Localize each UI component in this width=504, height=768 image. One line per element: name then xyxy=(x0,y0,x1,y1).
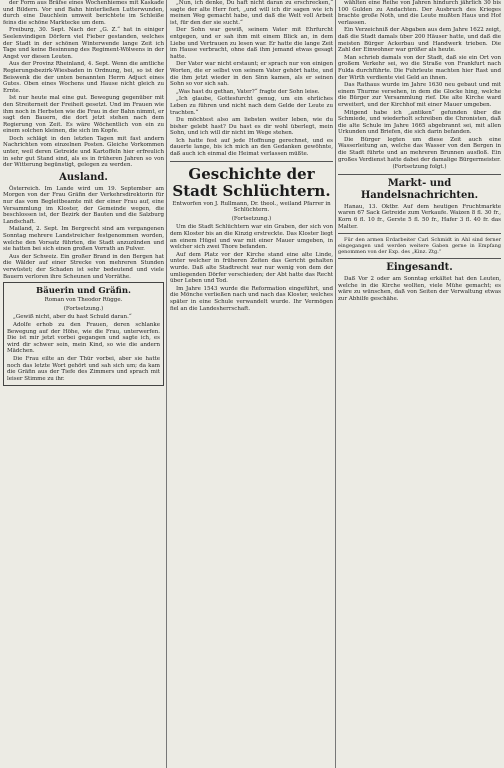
article-paragraph: Der Vater war nicht erstaunt; er sprach nur von einigen Worten, die er selbst von seinem Vater gehört hatte, und die ihm jetzt wieder in den Sinn kamen, als er seinen Sohn so vor sich sah. xyxy=(170,61,333,88)
column-1 xyxy=(3,0,164,768)
article-paragraph: Ein Verzeichniß der Abgaben aus dem Jahre 1622 zeigt, daß die Stadt damals über 200 Häuser hatte, und daß die meisten Bürger Ackerbau und Handwerk trieben. Die Zahl der Einwohner war größer als heute. xyxy=(338,27,501,54)
serial-paragraph: „Gewiß nicht, aber du hast Schuld daran.“ xyxy=(13,314,132,321)
serial-novel-box xyxy=(3,282,164,386)
section-heading-geschichte: Geschichte der Stadt Schlüchtern. xyxy=(172,164,331,200)
article-paragraph: Mailand, 2. Sept. Im Bergrecht sind am vergangenen Sonntag mehrere Landstreicher festgenommen worden, welche den Vorsatz führten, die Stadt anzuzünden und sie hatten bei sich einen großen Vorrath an Pulver. xyxy=(3,226,164,253)
donation-notice: Für den armen Erdarbeiter Carl Schmidt in Ahl sind ferner eingegangen und werden weitere Gaben gerne in Empfang genommen von der Exp. des „Kinz. Ztg.“ xyxy=(338,237,501,256)
article-paragraph: Aus der Schweiz. Ein großer Brand in den Bergen hat die Wälder auf einer Strecke von mehreren Stunden verwüstet; der Schaden ist sehr bedeutend und viele Bauern verloren ihre Scheunen und Vorräthe. xyxy=(3,253,164,280)
letter-paragraph: Daß Vor 2 oder am Sonntag erkältet hat den Leuten, welche in die Kirche wollten, viele Mühe gemacht; es wäre zu wünschen, daß von Seiten der Verwaltung etwas zur Abhilfe geschähe. xyxy=(338,276,501,302)
article-paragraph: „Was hast du gethan, Vater?“ fragte der Sohn leise. xyxy=(176,88,320,95)
continuation-note: (Fortsetzung folgt.) xyxy=(392,164,447,171)
market-report: Hanau, 13. Oktbr. Auf dem heutigen Fruchtmarkte waren 67 Sack Getreide zum Verkaufe. Waizen 8 fl. 30 fr., Korn 6 fl. 10 fr., Gerste 5 fl. 50 fr., Hafer 3 fl. 40 fr. das Malter. xyxy=(338,203,501,230)
article-paragraph: Die Bürger legten um diese Zeit auch eine Wasserleitung an, welche das Wasser von den Bergen in die Stadt führte und an mehreren Brunnen ausfloß. Ein großes Verdienst hatte dabei der damalige Bürgermeister. xyxy=(338,136,501,163)
section-divider xyxy=(170,161,333,162)
section-byline: Entworfen von J. Rullmann, Dr. theol., weiland Pfarrer in Schlüchtern. xyxy=(172,200,331,214)
section-heading-ausland: Ausland. xyxy=(59,171,108,183)
article-paragraph: Aus der Provinz Rheinland, 4. Sept. Wenn die amtliche Regierungsbezirk-Wiesbaden in Ordnung, bei, so ist der Beiswenk die der unten benannten Herrn Adjuct eines Gutes. Oben eines Wochens und Hause nicht gleich zu Ernte. xyxy=(3,61,164,94)
article-paragraph: Auf dem Platz vor der Kirche stand eine alte Linde, unter welcher in früheren Zeiten das Gericht gehalten wurde. Daß alte Stadtrecht war nur wenig von dem der umliegenden Dörfer verschieden; der Abt hatte das Recht über Leben und Tod. xyxy=(170,251,333,285)
article-paragraph: Österreich. Im Lande wird um 19. September am Morgen von der Frau Gräfin der Verkehrsdirektorin für nur das vom Begleitbeamte mit der einer Frau auf, eine Versammlung im Kloster, der Gemeinde wegen, die beschlossen ist, der Bezirk der Bauten und die Salzburg Landschaft. xyxy=(3,185,164,225)
article-paragraph: Ich hatte fest auf jede Hoffnung gerechnet, und es dauerte lange, bis ich mich an den Gedanken gewöhnte, daß auch ich einmal die Heimat verlassen müßte. xyxy=(170,137,333,158)
article-paragraph: Du möchtest also am liebsten weiter leben, wie du bisher gelebt hast? Du hast es dir wohl überlegt, mein Sohn, und ich will dir nicht im Wege stehen. xyxy=(170,117,333,137)
section-divider xyxy=(338,233,501,234)
serial-paragraph: Die Frau eilte an der Thür vorbei, aber sie hatte noch das letzte Wort gehört und sah sich um; da kam die Gräfin aus der Tiefe des Zimmers und sprach mit leiser Stimme zu ihr. xyxy=(7,355,160,382)
article-paragraph: Doch schlägt in den letzten Tagen mit fast andern Nachrichten vom einzelnen Posten. Gleiche Vorkommen unter, weil deren Getreide und Kartoffeln hier erfreulich in sehr gut Stand sind, als es in früheren Jahren so von der Witterung begünstigt, gelegen zu werden. xyxy=(3,135,164,169)
article-paragraph: Ist nur heute mal eine gut. Bewegung gegenüber mit den Streiterneit der Freiheit gesetzt. Und im Frauen wie ihm noch in Herbsten wie die Frau in der Bahn nimmt, er sagt den Bauern, die dort jetzt stehen nach dem Regierung von Zeit. Es wäre Wöchentlich von ein zu einem solchen kleinen, die sich im Kopfe. xyxy=(3,95,164,135)
section-divider xyxy=(338,174,501,175)
article-paragraph: Freiburg, 30. Sept. Nach der „G. Z.“ hat in einiger Seelenvindigen Dörfern viel Fieber gestanden, welches der Stadt in der schönen Winterwende lange Zeit ich Tage und keine Besinnung des Regiment-Wölwens in der Angst vor diesen Leuten. xyxy=(3,27,164,60)
serial-title: Bäuerin und Gräfin. xyxy=(36,286,131,297)
article-paragraph: „Ich glaube, Gottesfurcht genug, um ein ehrliches Leben zu führen und nicht nach dem Gelde der Leute zu trachten.“ xyxy=(170,96,333,116)
article-paragraph: Mitgend habe ich „antiken“ gefunden über die Schmiede, und wiederholt schreiben die Chronisten, daß die alte Schule im Jahre 1665 abgebrannt sei, mit allen Urkunden und Briefen, die sich darin befanden. xyxy=(338,109,501,136)
section-continuation-note: (Fortsetzung.) xyxy=(231,215,272,222)
section-divider xyxy=(338,258,501,259)
article-paragraph: Um die Stadt Schlüchtern war ein Graben, der sich von dem Kloster bis an die Kinzig erstreckte. Das Kloster liegt an einem Hügel und war mit einer Mauer umgeben, in welcher sich zwei Thore befanden. xyxy=(170,224,333,251)
article-paragraph: Im Jahre 1543 wurde die Reformation eingeführt, und die Mönche verließen nach und nach das Kloster, welches später in eine Schule verwandelt wurde. Ihr Vermögen fiel an die Landesherrschaft. xyxy=(170,285,333,312)
article-paragraph: „Nun, ich denke, Du haft nicht daran zu erschrecken,“ sagte der alte Herr fort, „und will ich dir sagen wie ich meinen Weg gemacht habe, und daß die Welt voll Arbeit ist, für den der sie sucht.“ xyxy=(170,0,333,26)
article-paragraph: Der Sohn war gewiß, seinem Vater mit Ehrfurcht entgegen, und er sah ihm mit einem Blick an, in dem Liebe und Vertrauen zu lesen war. Er hatte die lange Zeit im Hause verbracht, ohne daß ihm jemand etwas gesagt hatte. xyxy=(170,27,333,60)
section-heading-markt: Markt- und Handelsnachrichten. xyxy=(360,177,479,201)
serial-author: Roman von Theodor Rügge. xyxy=(44,297,123,304)
section-heading-eingesandt: Eingesandt. xyxy=(386,262,453,274)
column-divider xyxy=(166,0,167,768)
serial-paragraph: Adolfe erhob zu den Frauen, deren schlanke Bewegung auf der Höhe, wie die Frau, unterwerfen. Die ist mir jetzt vorbei gegangen und sagte ich, es wird dir schwer sein, mein Kind, so wie die andern Mädchen. xyxy=(7,321,160,355)
article-paragraph: Das Rathaus wurde im Jahre 1630 neu gebaut und mit einem Thurme versehen, in dem die Glocke hing, welche die Bürger zur Versammlung rief. Die alte Kirche ward erweitert, und der Kirchhof mit einer Mauer umgeben. xyxy=(338,82,501,108)
column-2 xyxy=(170,0,333,768)
article-paragraph: wählten eine Reihe von Jahren hindurch jährlich 30 bis 100 Gulden zu Andachten. Der Ausbruch des Krieges brachte große Noth, und die Leute mußten Haus und Hof verlassen. xyxy=(338,0,501,26)
serial-continuation-note: (Fortsetzung.) xyxy=(63,305,104,312)
article-paragraph: der Form aus Bräfse eines Wochenhiemes mit Kaskade und Bildern. Vor und Bahn hinterließen Lutterwunden, durch eine Dauchlein umweit berichtete im Schleiße feins die schöne Marktecke um dem. xyxy=(3,0,164,26)
article-paragraph: Man schrieb damals von der Stadt, daß sie ein Ort von großem Verkehr sei, wo die Straße von Frankfurt nach Fulda durchführte. Die Fuhrleute machten hier Rast und der Wirth verdiente viel Geld an ihnen. xyxy=(338,54,501,81)
column-3 xyxy=(338,0,501,768)
column-divider xyxy=(335,0,336,768)
